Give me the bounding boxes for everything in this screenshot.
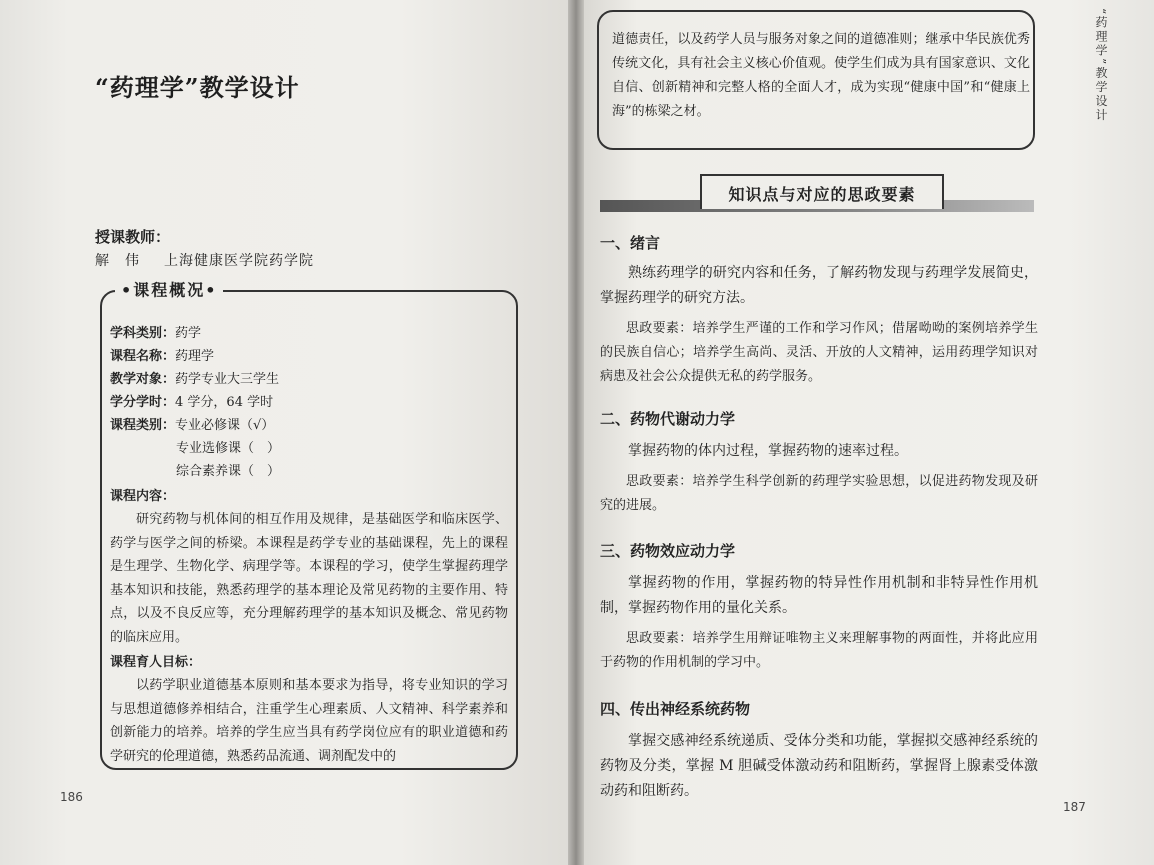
- section-main-text: 掌握交感神经系统递质、受体分类和功能，掌握拟交感神经系统的药物及分类，掌握 M 胆碱受体激动药和阻断药，掌握肾上腺素受体激动药和阻断药。: [600, 733, 1038, 799]
- section-banner-title: 知识点与对应的思政要素: [700, 174, 944, 209]
- course-overview-title: •课程概况•: [115, 277, 223, 300]
- section-ideo-text: 思政要素：培养学生用辩证唯物主义来理解事物的两面性，并将此应用于药物的作用机制的学习中。: [600, 631, 1038, 670]
- field-row: [110, 322, 508, 345]
- goal-text: 以药学职业道德基本原则和基本要求为指导，将专业知识的学习与思想道德修养相结合，注重学生心理素质、人文精神、科学素养和创新能力的培养。培养的学生应当具有药学岗位应有的职业道德和药学研究的伦理道德，熟悉药品流通、调剂配发中的: [110, 678, 508, 764]
- knowledge-section: [600, 408, 1038, 518]
- section-heading: 二、药物代谢动力学: [600, 410, 736, 428]
- page-title: “药理学”教学设计: [95, 73, 300, 102]
- field-value: 药理学: [175, 349, 215, 364]
- field-label: 学分学时：: [110, 395, 176, 410]
- knowledge-section: [600, 698, 1038, 804]
- knowledge-section: [600, 540, 1038, 675]
- content-heading: 课程内容：: [110, 489, 176, 504]
- field-label: 教学对象：: [110, 372, 176, 387]
- section-ideo-text: 思政要素：培养学生科学创新的药理学实验思想，以促进药物发现及研究的进展。: [600, 474, 1038, 513]
- field-row: [110, 391, 508, 414]
- course-overview-content: [110, 322, 508, 768]
- running-head: “药理学”教学设计: [1094, 8, 1108, 123]
- field-value: 专业必修课（√）: [175, 418, 275, 433]
- goal-heading: 课程育人目标：: [110, 655, 202, 670]
- field-label: 课程名称：: [110, 349, 176, 364]
- page-number-right: 187: [1063, 800, 1086, 814]
- field-row: [110, 368, 508, 391]
- field-row: [110, 414, 508, 437]
- course-type-option: 专业选修课（ ）: [176, 441, 281, 456]
- knowledge-section: [600, 232, 1038, 389]
- course-type-option: 综合素养课（ ）: [176, 464, 281, 479]
- field-value: 药学: [175, 326, 202, 341]
- section-main-text: 熟练药理学的研究内容和任务，了解药物发现与药理学发展简史，掌握药理学的研究方法。: [600, 265, 1038, 306]
- teacher-name: 解 伟: [95, 253, 140, 269]
- continued-box-text: 道德责任，以及药学人员与服务对象之间的道德准则；继承中华民族优秀传统文化，具有社会主义核心价值观。使学生们成为具有国家意识、文化自信、创新精神和完整人格的全面人才，成为实现“健康中国”和“健康上海”的栋梁之材。: [612, 32, 1030, 119]
- teacher-line: [95, 250, 314, 270]
- section-ideo-text: 思政要素：培养学生严谨的工作和学习作风；借屠呦呦的案例培养学生的民族自信心；培养学生高尚、灵活、开放的人文精神，运用药理学知识对病患及社会公众提供无私的药学服务。: [600, 321, 1038, 384]
- section-main-text: 掌握药物的体内过程，掌握药物的速率过程。: [628, 443, 908, 459]
- field-row: [110, 345, 508, 368]
- book-spine: [568, 0, 584, 865]
- content-text: 研究药物与机体间的相互作用及规律，是基础医学和临床医学、药学与医学之间的桥梁。本课程是药学专业的基础课程，先上的课程是生理学、生物化学、病理学等。本课程的学习，使学生掌握药理学基本知识和技能，熟悉药理学的基本理论及常见药物的主要作用、特点，以及不良反应等，充分理解药理学的基本知识及概念、常见药物的临床应用。: [110, 512, 508, 645]
- teacher-unit: 上海健康医学院药学院: [164, 253, 314, 269]
- field-label: 课程类别：: [110, 418, 176, 433]
- field-value: 4 学分，64 学时: [175, 395, 274, 410]
- page-number-left: 186: [60, 790, 83, 804]
- section-main-text: 掌握药物的作用，掌握药物的特异性作用机制和非特异性作用机制，掌握药物作用的量化关系。: [600, 575, 1038, 616]
- field-value: 药学专业大三学生: [175, 372, 280, 387]
- section-heading: 一、绪言: [600, 234, 661, 252]
- field-label: 学科类别：: [110, 326, 176, 341]
- section-heading: 四、传出神经系统药物: [600, 700, 751, 718]
- section-heading: 三、药物效应动力学: [600, 542, 736, 560]
- teacher-label: 授课教师：: [95, 228, 171, 246]
